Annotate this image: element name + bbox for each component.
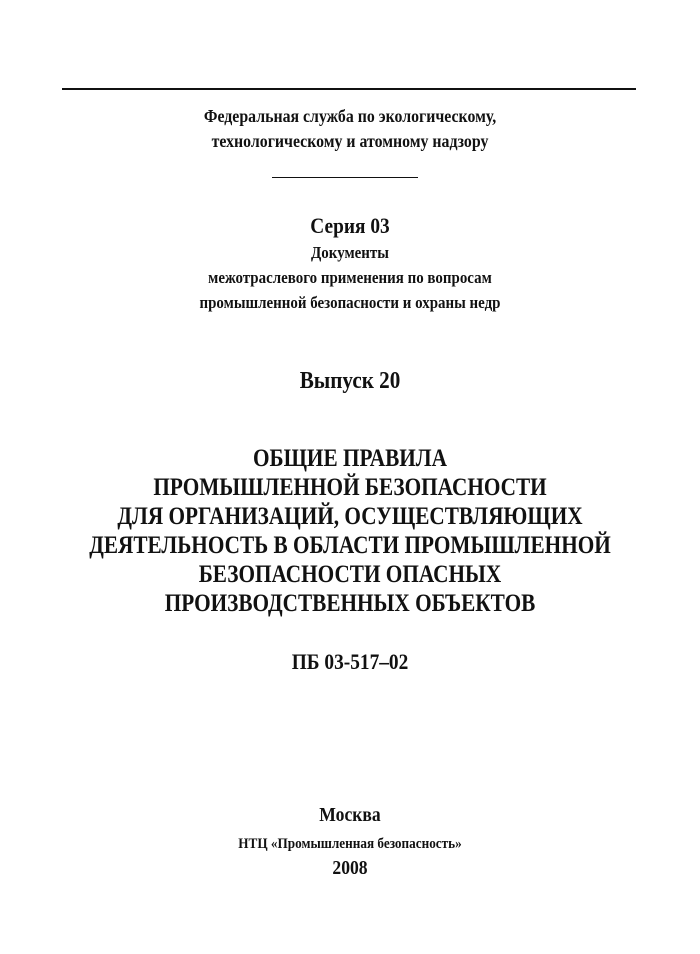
year-label: 2008 bbox=[332, 857, 368, 879]
title-line-2: ПРОМЫШЛЕННОЙ БЕЗОПАСНОСТИ bbox=[153, 474, 547, 501]
document-title bbox=[53, 444, 648, 618]
series-desc-line-2: межотраслевого применения по вопросам bbox=[208, 268, 492, 287]
imprint-year bbox=[42, 855, 658, 881]
imprint-city bbox=[42, 802, 658, 828]
doc-code-label: ПБ 03-517–02 bbox=[291, 649, 409, 674]
series-desc-line-3: промышленной безопасности и охраны недр bbox=[199, 293, 501, 312]
series-description bbox=[42, 240, 658, 315]
title-line-5: БЕЗОПАСНОСТИ ОПАСНЫХ bbox=[198, 561, 502, 588]
series-title bbox=[42, 212, 658, 240]
title-line-1: ОБЩИЕ ПРАВИЛА bbox=[253, 445, 447, 472]
imprint-publisher bbox=[42, 834, 658, 854]
short-divider bbox=[272, 177, 418, 178]
city-label: Москва bbox=[319, 804, 381, 826]
issue-number bbox=[42, 366, 658, 396]
agency-line-2: технологическому и атомному надзору bbox=[211, 131, 489, 151]
title-line-6: ПРОИЗВОДСТВЕННЫХ ОБЪЕКТОВ bbox=[164, 590, 536, 617]
document-code bbox=[42, 648, 658, 676]
publisher-label: НТЦ «Промышленная безопасность» bbox=[238, 836, 462, 852]
title-line-3: ДЛЯ ОРГАНИЗАЦИЙ, ОСУЩЕСТВЛЯЮЩИХ bbox=[117, 503, 583, 530]
agency-line-1: Федеральная служба по экологическому, bbox=[203, 106, 497, 126]
title-line-4: ДЕЯТЕЛЬНОСТЬ В ОБЛАСТИ ПРОМЫШЛЕННОЙ bbox=[89, 532, 611, 559]
agency-name bbox=[42, 104, 658, 154]
top-divider bbox=[62, 88, 636, 90]
series-desc-line-1: Документы bbox=[311, 243, 389, 262]
issue-label: Выпуск 20 bbox=[299, 368, 401, 394]
series-number: Серия 03 bbox=[310, 213, 390, 238]
